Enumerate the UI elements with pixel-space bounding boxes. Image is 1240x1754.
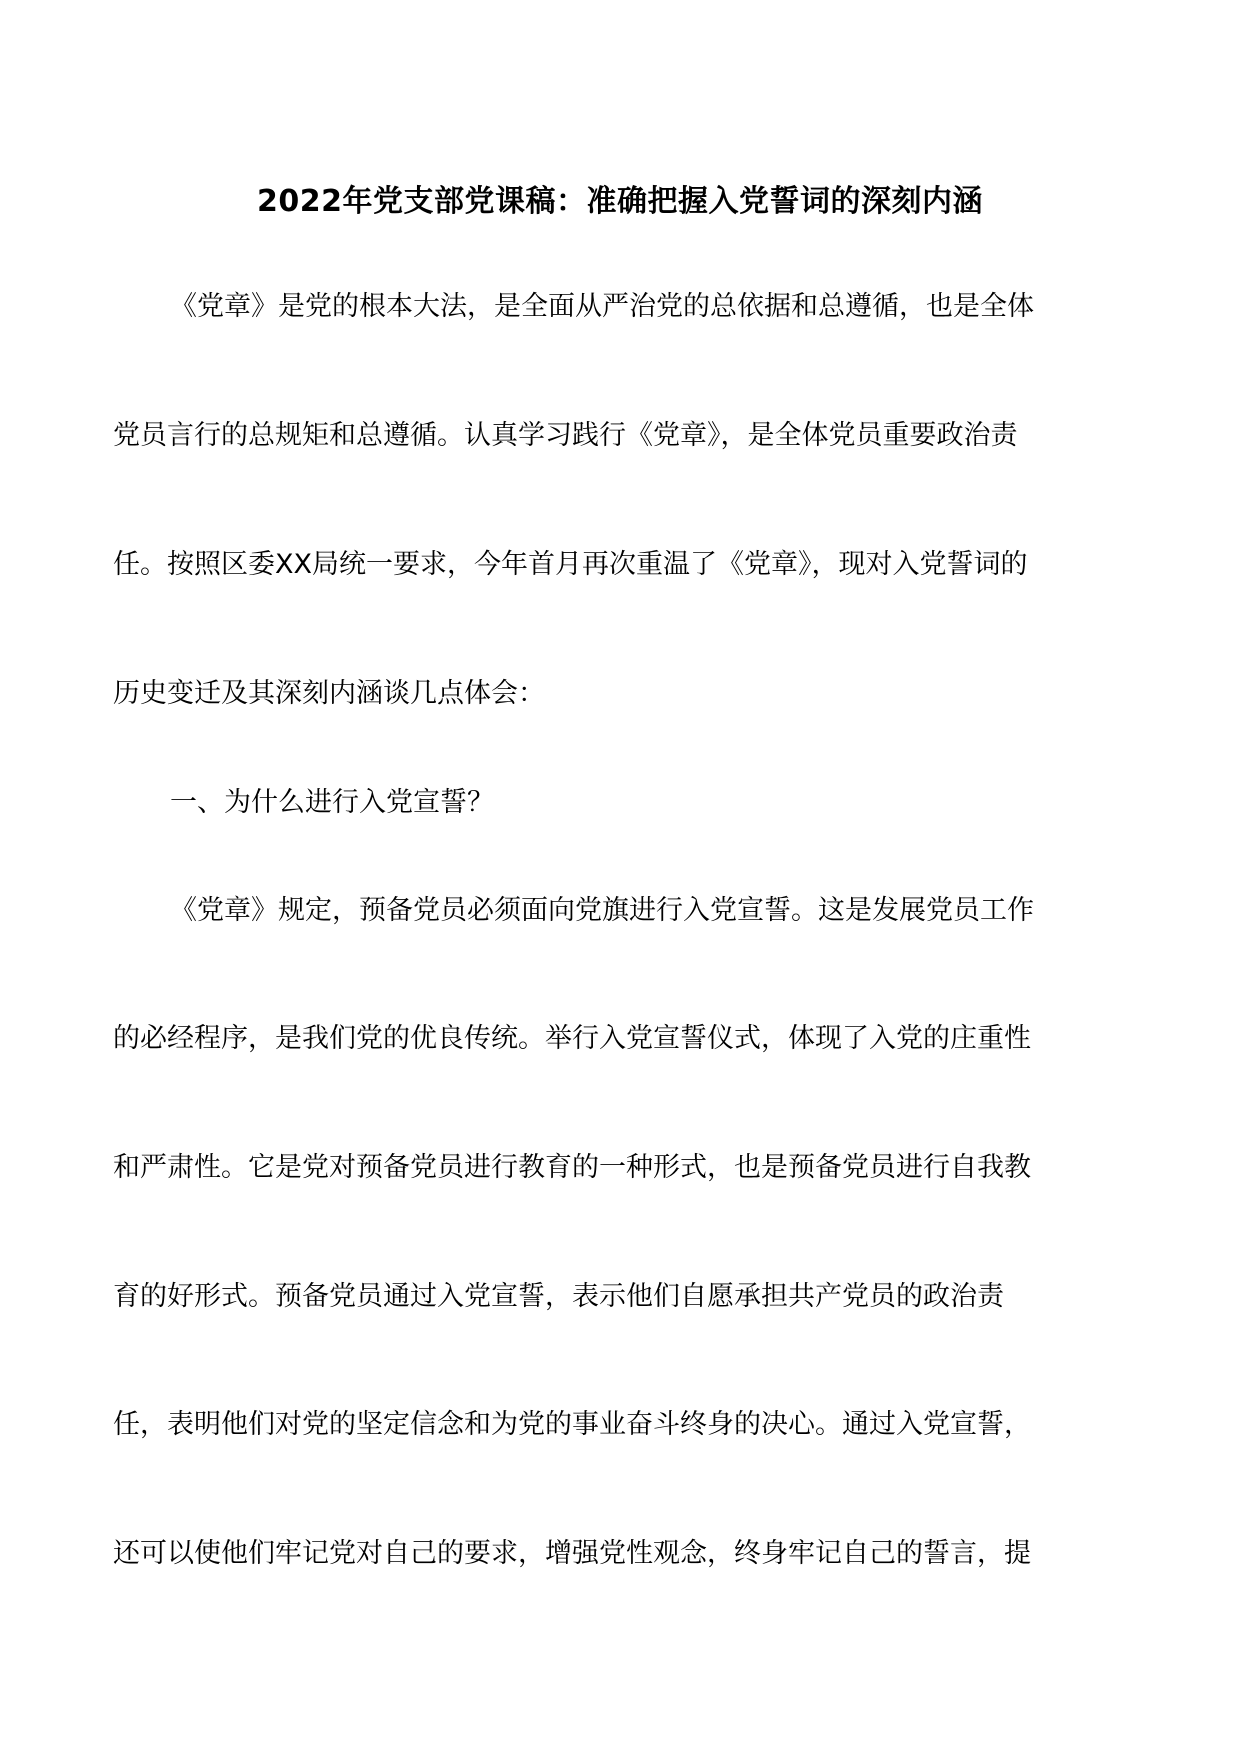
paragraph-line: 育的好形式。预备党员通过入党宣誓，表示他们自愿承担共产党员的政治责 xyxy=(113,1281,1004,1312)
paragraph-line: 党员言行的总规矩和总遵循。认真学习践行《党章》，是全体党员重要政治责 xyxy=(113,420,1018,451)
paragraph-line: 和严肃性。它是党对预备党员进行教育的一种形式，也是预备党员进行自我教 xyxy=(113,1152,1031,1183)
document-title: 2022年党支部党课稿：准确把握入党誓词的深刻内涵 xyxy=(257,184,983,219)
paragraph-line: 还可以使他们牢记党对自己的要求，增强党性观念，终身牢记自己的誓言，提 xyxy=(113,1538,1031,1569)
paragraph-line: 任。按照区委XX局统一要求，今年首月再次重温了《党章》，现对入党誓词的 xyxy=(113,549,1028,580)
paragraph-line: 的必经程序，是我们党的优良传统。举行入党宣誓仪式，体现了入党的庄重性 xyxy=(113,1023,1031,1054)
section-heading: 一、为什么进行入党宣誓？ xyxy=(170,787,494,818)
paragraph-line: 《党章》是党的根本大法，是全面从严治党的总依据和总遵循，也是全体 xyxy=(170,291,1034,322)
paragraph-line: 《党章》规定，预备党员必须面向党旗进行入党宣誓。这是发展党员工作 xyxy=(170,895,1034,926)
paragraph-line: 历史变迁及其深刻内涵谈几点体会： xyxy=(113,678,545,709)
paragraph-line: 任，表明他们对党的坚定信念和为党的事业奋斗终身的决心。通过入党宣誓， xyxy=(113,1409,1031,1440)
